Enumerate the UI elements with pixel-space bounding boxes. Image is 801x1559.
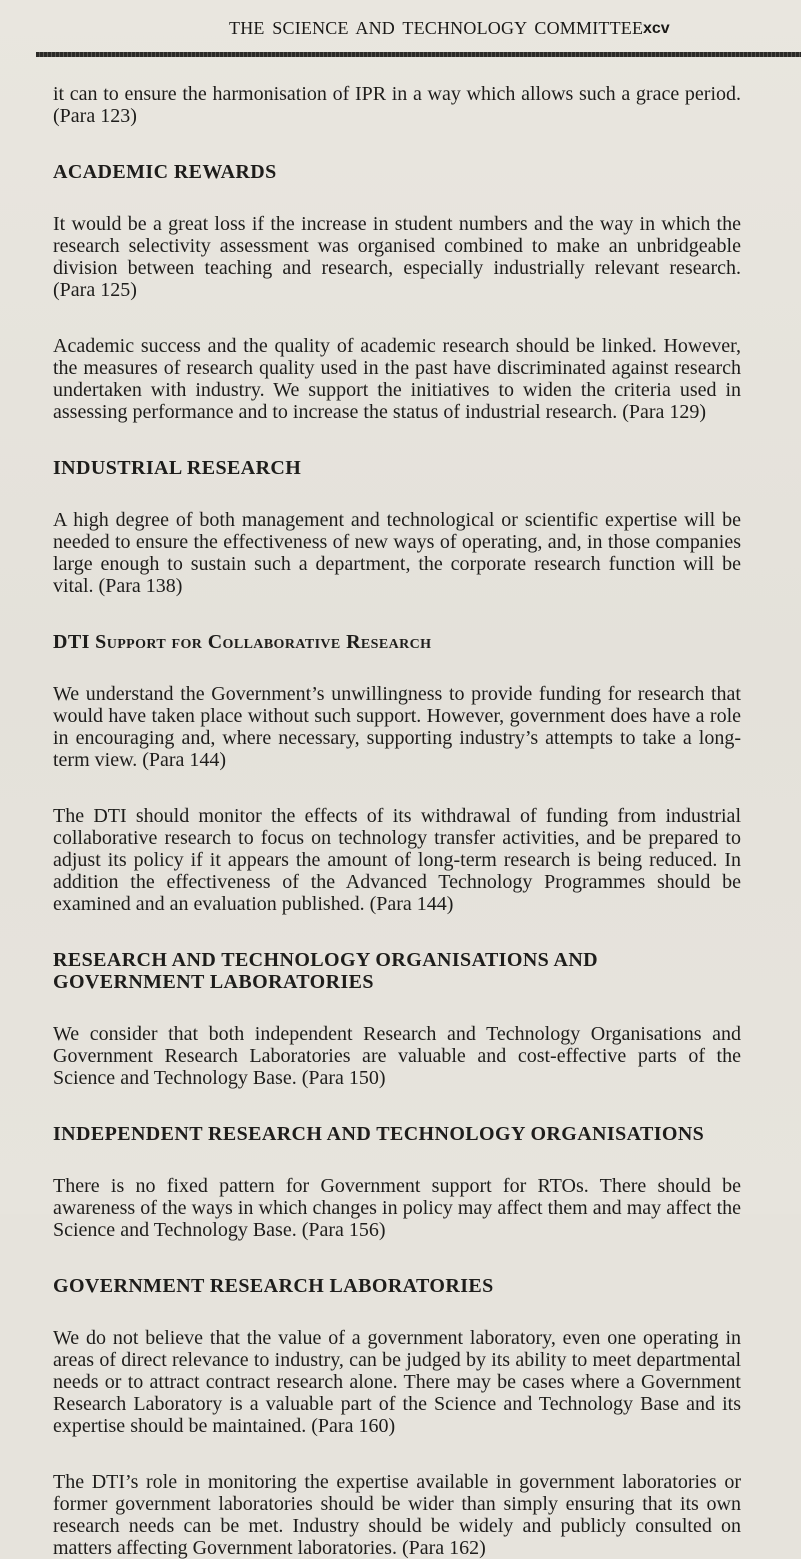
header-rule (36, 52, 801, 57)
paragraph-dti-monitor-withdrawal: The DTI should monitor the effects of its withdrawal of funding from industrial collaborative research to focus on technology transfer activities, and be prepared to adjust its policy if it appears the amount of long-term research is being reduced. In addition the effectiveness of the Advanced Technology Programmes should be examined and an evaluation published. (Para 144) (53, 805, 741, 915)
paragraph-ipr-grace-period: it can to ensure the harmonisation of IPR in a way which allows such a grace period. (Para 123) (53, 83, 741, 127)
paragraph-student-numbers: It would be a great loss if the increase in student numbers and the way in which the research selectivity assessment was organised combined to make an unbridgeable division between teaching and research, especially industrially relevant research. (Para 125) (53, 213, 741, 301)
running-title: THE SCIENCE AND TECHNOLOGY COMMITTEE (229, 18, 644, 38)
paragraph-dti-role-laboratories: The DTI’s role in monitoring the expertise available in government laboratories or former government laboratories should be wider than simply ensuring that its own research needs can be met. Industry should be widely and publicly consulted on matters affecting Government laboratories. (Para 162) (53, 1471, 741, 1559)
heading-academic-rewards: ACADEMIC REWARDS (53, 161, 277, 183)
heading-independent-rtos: INDEPENDENT RESEARCH AND TECHNOLOGY ORGANISATIONS (53, 1123, 705, 1145)
paragraph-rto-support-pattern: There is no fixed pattern for Government support for RTOs. There should be awareness of the ways in which changes in policy may affect them and may affect the Science and Technology Base. (Para 156) (53, 1175, 741, 1241)
paragraph-laboratory-value: We do not believe that the value of a government laboratory, even one operating in areas of direct relevance to industry, can be judged by its ability to meet departmental needs or to attract contract research alone. There may be cases where a Government Research Laboratory is a valuable part of the Science and Technology Base and its expertise should be maintained. (Para 160) (53, 1327, 741, 1437)
heading-industrial-research: INDUSTRIAL RESEARCH (53, 457, 302, 479)
running-header (0, 18, 801, 54)
paragraph-rto-value: We consider that both independent Research and Technology Organisations and Government Research Laboratories are valuable and cost-effective parts of the Science and Technology Base. (Para 150) (53, 1023, 741, 1089)
heading-government-laboratories: GOVERNMENT RESEARCH LABORATORIES (53, 1275, 494, 1297)
page-number: xcv (643, 20, 670, 37)
document-body (53, 83, 741, 1559)
paragraph-academic-success: Academic success and the quality of academic research should be linked. However, the measures of research quality used in the past have discriminated against research undertaken with industry. We support the initiatives to widen the criteria used in assessing performance and to increase the status of industrial research. (Para 129) (53, 335, 741, 423)
heading-dti-support: DTI Support for Collaborative Research (53, 631, 432, 653)
paragraph-management-expertise: A high degree of both management and technological or scientific expertise will be needed to ensure the effectiveness of new ways of operating, and, in those companies large enough to sustain such a department, the corporate research function will be vital. (Para 138) (53, 509, 741, 597)
heading-rtos-and-laboratories: RESEARCH AND TECHNOLOGY ORGANISATIONS AND GOVERNMENT LABORATORIES (53, 949, 599, 993)
paragraph-government-unwillingness: We understand the Government’s unwillingness to provide funding for research that would have taken place without such support. However, government does have a role in encouraging and, where necessary, supporting industry’s attempts to take a long-term view. (Para 144) (53, 683, 741, 771)
